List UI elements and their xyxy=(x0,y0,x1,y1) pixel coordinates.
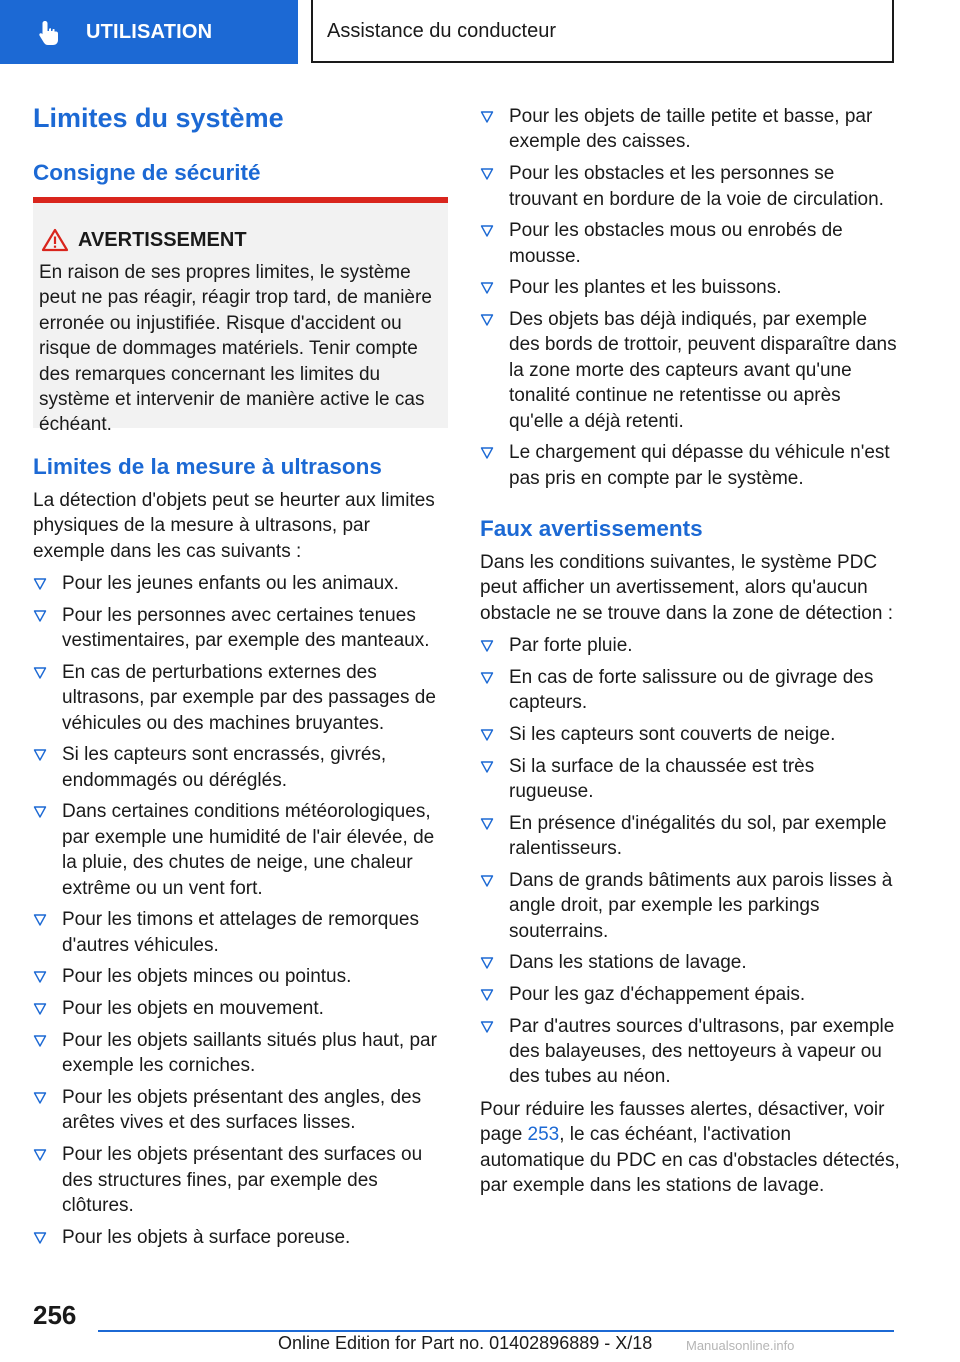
ultrasound-list-continued xyxy=(480,104,900,497)
list-item-text: Dans de grands bâtiments aux parois lisses à angle droit, par exemple les parkings souterrains. xyxy=(509,869,893,942)
bullet-triangle-icon xyxy=(33,748,47,762)
page-reference-link[interactable]: 253 xyxy=(527,1124,560,1146)
list-item xyxy=(480,440,900,491)
chapter-label: Assistance du conducteur xyxy=(327,20,557,42)
bullet-triangle-icon xyxy=(33,805,47,819)
list-item xyxy=(33,1085,445,1136)
list-item-text: Le chargement qui dépasse du véhicule n'est pas pris en compte par le système. xyxy=(509,442,890,489)
bullet-triangle-icon xyxy=(33,1231,47,1245)
list-item-text: Pour les personnes avec certaines tenues vestimentaires, par exemple des manteaux. xyxy=(62,604,430,652)
warning-box xyxy=(33,197,448,436)
list-item-text: Pour les objets de taille petite et basse, par exemple des caisses. xyxy=(509,106,873,153)
hand-pointer-icon xyxy=(36,19,64,47)
false-alarm-intro: Dans les conditions suivantes, le système PDC peut afficher un avertissement, alors qu'aucun obstacle ne se trouve dans la zone de détection : xyxy=(480,552,893,624)
list-item xyxy=(480,1014,900,1090)
bullet-triangle-icon xyxy=(480,1020,494,1034)
list-item xyxy=(480,811,900,862)
list-item xyxy=(33,742,445,793)
list-item xyxy=(33,660,445,736)
list-item xyxy=(480,633,900,658)
list-item-text: Pour les objets minces ou pointus. xyxy=(62,966,352,988)
list-item xyxy=(480,982,900,1007)
list-item-text: Par forte pluie. xyxy=(509,635,633,656)
list-item-text: Pour les timons et attelages de remorques d'autres véhicules. xyxy=(62,909,419,956)
list-item-text: Des objets bas déjà indiqués, par exemple des bords de trottoir, peuvent disparaître dans la zone morte des capteurs avant qu'une tonalité continue ne retentisse ou après qu'elle a déjà retenti. xyxy=(509,309,897,432)
list-item xyxy=(480,104,900,155)
list-item xyxy=(480,161,900,212)
warning-triangle-icon xyxy=(41,228,69,252)
footer-edition: Online Edition for Part no. 01402896889 - X/18 xyxy=(278,1333,653,1353)
list-item-text: Pour les objets saillants situés plus haut, par exemple les corniches. xyxy=(62,1029,437,1077)
ultrasound-heading: Limites de la mesure à ultrasons xyxy=(33,454,382,479)
page-title: Limites du système xyxy=(33,103,284,133)
closing-text-after: , le cas échéant, l'activation automatique du PDC en cas d'obstacles détectés, par exemple dans les stations de lavage. xyxy=(480,1124,900,1197)
list-item xyxy=(33,1028,445,1079)
bullet-triangle-icon xyxy=(33,1091,47,1105)
list-item xyxy=(480,754,900,805)
list-item-text: Dans certaines conditions météorologiques, par exemple une humidité de l'air élevée, de la pluie, des chutes de neige, une chaleur extrême ou un vent fort. xyxy=(62,801,435,899)
footer-watermark: Manualsonline.info xyxy=(686,1338,795,1353)
bullet-triangle-icon xyxy=(33,1148,47,1162)
closing-paragraph xyxy=(480,1097,900,1199)
page-number: 256 xyxy=(33,1300,77,1330)
list-item xyxy=(33,964,445,989)
bullet-triangle-icon xyxy=(480,988,494,1002)
list-item-text: En présence d'inégalités du sol, par exemple ralentisseurs. xyxy=(509,812,887,860)
section-tab xyxy=(0,0,298,64)
bullet-triangle-icon xyxy=(480,728,494,742)
bullet-triangle-icon xyxy=(33,913,47,927)
closing-text-before: Pour réduire les fausses alertes, désactiver, voir page xyxy=(480,1099,885,1146)
bullet-triangle-icon xyxy=(480,639,494,653)
bullet-triangle-icon xyxy=(33,609,47,623)
list-item xyxy=(480,868,900,944)
bullet-triangle-icon xyxy=(33,970,47,984)
bullet-triangle-icon xyxy=(480,760,494,774)
list-item-text: En cas de perturbations externes des ultrasons, par exemple par des passages de véhicules ou des machines bruyantes. xyxy=(62,661,436,734)
warning-text: En raison de ses propres limites, le système peut ne pas réagir, réagir trop tard, de manière erronée ou injustifiée. Risque d'accident ou risque de dommages matériels. Tenir compte des remarques concernant les limites du système et intervenir de manière active le cas échéant. xyxy=(39,262,432,436)
bullet-triangle-icon xyxy=(480,281,494,295)
bullet-triangle-icon xyxy=(480,224,494,238)
bullet-triangle-icon xyxy=(33,666,47,680)
list-item-text: Pour les obstacles et les personnes se trouvant en bordure de la voie de circulation. xyxy=(509,163,884,210)
bullet-triangle-icon xyxy=(480,110,494,124)
chapter-tab xyxy=(311,0,894,63)
list-item xyxy=(480,218,900,269)
list-item xyxy=(480,307,900,434)
bullet-triangle-icon xyxy=(480,167,494,181)
list-item xyxy=(33,1225,445,1250)
list-item xyxy=(480,722,900,747)
bullet-triangle-icon xyxy=(33,577,47,591)
list-item-text: Si la surface de la chaussée est très rugueuse. xyxy=(509,755,815,802)
warning-title: AVERTISSEMENT xyxy=(78,229,247,251)
bullet-triangle-icon xyxy=(480,874,494,888)
footer-rule xyxy=(98,1330,894,1332)
ultrasound-intro: La détection d'objets peut se heurter aux limites physiques de la mesure à ultrasons, par exemple dans les cas suivants : xyxy=(33,490,435,562)
list-item xyxy=(33,799,445,901)
list-item xyxy=(33,907,445,958)
list-item-text: Pour les obstacles mous ou enrobés de mousse. xyxy=(509,220,843,267)
bullet-triangle-icon xyxy=(480,817,494,831)
bullet-triangle-icon xyxy=(480,446,494,460)
list-item xyxy=(480,950,900,975)
list-item-text: Pour les objets présentant des angles, des arêtes vives et des surfaces lisses. xyxy=(62,1086,422,1134)
list-item-text: En cas de forte salissure ou de givrage des capteurs. xyxy=(509,666,874,714)
list-item xyxy=(33,571,445,596)
list-item xyxy=(33,603,445,654)
bullet-triangle-icon xyxy=(480,313,494,327)
bullet-triangle-icon xyxy=(480,671,494,685)
bullet-triangle-icon xyxy=(480,956,494,970)
list-item xyxy=(480,665,900,716)
list-item xyxy=(480,275,900,300)
section-label: UTILISATION xyxy=(86,21,213,43)
list-item-text: Pour les objets présentant des surfaces ou des structures fines, par exemple des clôtures. xyxy=(62,1144,423,1216)
list-item-text: Si les capteurs sont encrassés, givrés, endommagés ou déréglés. xyxy=(62,744,387,791)
false-alarm-heading: Faux avertissements xyxy=(480,516,703,541)
list-item-text: Si les capteurs sont couverts de neige. xyxy=(509,723,836,745)
list-item xyxy=(33,996,445,1021)
list-item-text: Pour les gaz d'échappement épais. xyxy=(509,983,806,1005)
list-item-text: Dans les stations de lavage. xyxy=(509,952,747,974)
list-item-text: Pour les plantes et les buissons. xyxy=(509,277,782,299)
false-alarm-list xyxy=(480,633,900,1096)
list-item-text: Pour les objets à surface poreuse. xyxy=(62,1226,351,1248)
bullet-triangle-icon xyxy=(33,1034,47,1048)
safety-heading: Consigne de sécurité xyxy=(33,160,261,185)
ultrasound-list xyxy=(33,571,445,1256)
list-item-text: Par d'autres sources d'ultrasons, par exemple des balayeuses, des nettoyeurs à vapeur ou des tubes au néon. xyxy=(509,1015,895,1088)
list-item xyxy=(33,1142,445,1218)
bullet-triangle-icon xyxy=(33,1002,47,1016)
list-item-text: Pour les objets en mouvement. xyxy=(62,998,324,1020)
list-item-text: Pour les jeunes enfants ou les animaux. xyxy=(62,573,399,594)
